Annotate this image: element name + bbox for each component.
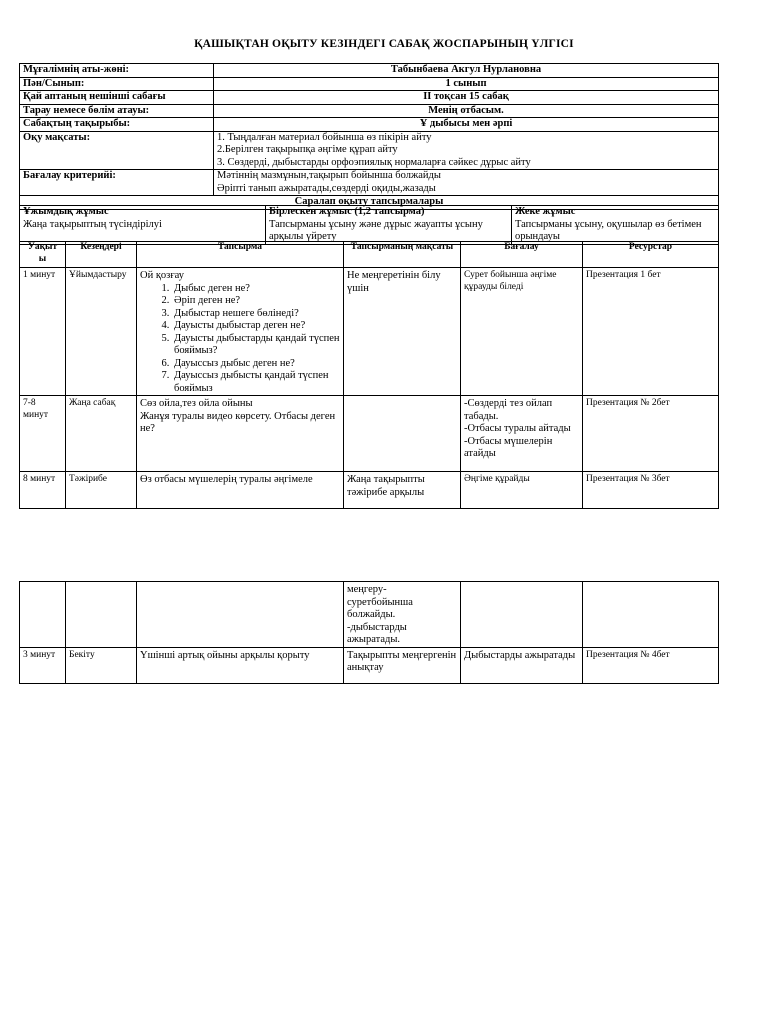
row-task: Өз отбасы мүшелерің туралы әңгімеле — [137, 472, 344, 509]
row-time: 3 минут — [20, 647, 66, 683]
document-title: ҚАШЫҚТАН ОҚЫТУ КЕЗІНДЕГІ САБАҚ ЖОСПАРЫНЫҢ ҮЛГІСІ — [194, 38, 574, 50]
task-title: Ой қозғау — [140, 270, 185, 281]
table-row — [20, 268, 719, 396]
list-item: 2. Әріп деген не? — [172, 295, 340, 308]
info-row-section — [20, 104, 719, 118]
row-time — [20, 582, 66, 648]
goal-line: -дыбыстарды ажыратады. — [347, 621, 407, 645]
row-time: 8 минут — [20, 472, 66, 509]
row-resource: Презентация № 3бет — [583, 472, 719, 509]
row-assessment: Әңгіме құрайды — [461, 472, 583, 509]
info-row-week — [20, 91, 719, 105]
collective-work-cell — [20, 206, 266, 245]
joint-work-text: Тапсырманы ұсыну және дұрыс жауапты ұсыну арқылы үйрету — [269, 218, 483, 242]
header-task: Тапсырма — [137, 242, 344, 268]
info-value: Ұ дыбысы мен әрпі — [214, 118, 719, 132]
objectives-label: Оқу мақсаты: — [20, 131, 214, 170]
row-goal — [344, 396, 461, 472]
lesson-plan-table-continued — [19, 581, 719, 684]
info-label: Пән/Сынып: — [20, 77, 214, 91]
assessment-line: -Отбасы туралы айтады — [464, 423, 571, 434]
differentiated-table — [19, 205, 719, 245]
list-item: 5. Дауысты дыбыстарды қандай түспен бояймыз? — [172, 333, 340, 358]
task-list — [140, 283, 340, 396]
goal-line: меңгеру- — [347, 584, 387, 595]
criteria-line: Мәтіннің мазмұнын,тақырып бойынша болжайды — [217, 170, 441, 181]
info-value: II тоқсан 15 сабақ — [214, 91, 719, 105]
differentiated-row — [20, 206, 719, 245]
row-goal: Не меңгеретінін білу үшін — [344, 268, 461, 396]
header-goal: Тапсырманың мақсаты — [344, 242, 461, 268]
info-label: Мұғалімнің аты-жөні: — [20, 64, 214, 78]
info-row-subject — [20, 77, 719, 91]
row-resource: Презентация № 2бет — [583, 396, 719, 472]
objective-line: 1. Тыңдалған материал бойынша өз пікірін айту — [217, 131, 432, 143]
row-assessment: Сурет бойынша әңгіме құрауды біледі — [461, 268, 583, 396]
row-stage: Жаңа сабақ — [66, 396, 137, 472]
table-row — [20, 472, 719, 509]
plan-header-row — [20, 242, 719, 268]
info-value: 1 сынып — [214, 77, 719, 91]
criteria-line: Әріпті танып ажыратады,сөздерді оқиды,жазады — [217, 182, 436, 194]
joint-work-cell — [266, 206, 512, 245]
row-task — [137, 268, 344, 396]
list-item: 3. Дыбыстар нешеге бөлінеді? — [172, 308, 340, 321]
info-label: Тарау немесе бөлім атауы: — [20, 104, 214, 118]
row-goal: Жаңа тақырыпты тәжірибе арқылы — [344, 472, 461, 509]
header-assessment: Бағалау — [461, 242, 583, 268]
header-stage: Кезеңдері — [66, 242, 137, 268]
info-row-teacher — [20, 64, 719, 78]
objectives-row — [20, 131, 719, 170]
list-item: 1. Дыбыс деген не? — [172, 283, 340, 296]
differentiated-heading: Саралап оқыту тапсырмалары — [20, 196, 719, 210]
row-stage — [66, 582, 137, 648]
criteria-cell — [214, 170, 719, 196]
table-row — [20, 582, 719, 648]
row-task: Үшінші артық ойыны арқылы қорыту — [137, 647, 344, 683]
task-line: Жанұя туралы видео көрсету. Отбасы деген не? — [140, 410, 336, 434]
row-stage: Тәжірибе — [66, 472, 137, 509]
task-line: Сөз ойла,тез ойла ойыны — [140, 398, 253, 409]
collective-work-text: Жаңа тақырыптың түсіндірілуі — [23, 218, 162, 230]
row-task — [137, 582, 344, 648]
row-resource — [583, 582, 719, 648]
info-row-topic — [20, 118, 719, 132]
info-label: Қай аптаның нешінші сабағы — [20, 91, 214, 105]
header-resources: Ресурстар — [583, 242, 719, 268]
row-assessment — [461, 582, 583, 648]
row-stage: Ұйымдастыру — [66, 268, 137, 396]
list-item: 7. Дауыссыз дыбысты қандай түспен бояймыз — [172, 370, 340, 395]
info-value: Табынбаева Акгул Нурлановна — [214, 64, 719, 78]
goal-line: суретбойынша болжайды. — [347, 596, 413, 620]
objective-line: 2.Берілген тақырыпқа әңгіме құрап айту — [217, 144, 398, 155]
info-value: Менің отбасым. — [214, 104, 719, 118]
row-task — [137, 396, 344, 472]
criteria-label: Бағалау критерийі: — [20, 170, 214, 196]
objective-line: 3. Сөздерді, дыбыстарды орфоэпиялық нормаларға сәйкес дұрыс айту — [217, 156, 531, 168]
header-time: Уақыт ы — [20, 242, 66, 268]
list-item: 6. Дауыссыз дыбыс деген не? — [172, 358, 340, 371]
table-row — [20, 396, 719, 472]
info-table — [19, 63, 719, 210]
assessment-line: -Сөздерді тез ойлап табады. — [464, 398, 553, 422]
list-item: 4. Дауысты дыбыстар деген не? — [172, 320, 340, 333]
lesson-plan-table — [19, 241, 719, 509]
row-stage: Бекіту — [66, 647, 137, 683]
row-resource: Презентация № 4бет — [583, 647, 719, 683]
individual-work-title: Жеке жұмыс — [515, 206, 576, 217]
row-time: 7-8 минут — [20, 396, 66, 472]
joint-work-title: Бірлескен жұмыс (1,2 тапсырма) — [269, 206, 425, 217]
objectives-cell — [214, 131, 719, 170]
row-resource: Презентация 1 бет — [583, 268, 719, 396]
individual-work-cell — [512, 206, 719, 245]
collective-work-title: Ұжымдық жұмыс — [23, 206, 109, 217]
row-assessment: Дыбыстарды ажыратады — [461, 647, 583, 683]
row-goal: Тақырыпты меңгергенін анықтау — [344, 647, 461, 683]
table-row — [20, 647, 719, 683]
individual-work-text: Тапсырманы ұсыну, оқушылар өз бетімен орындауы — [515, 218, 702, 242]
info-label: Сабақтың тақырыбы: — [20, 118, 214, 132]
assessment-line: -Отбасы мүшелерін атайды — [464, 435, 553, 459]
row-assessment — [461, 396, 583, 472]
criteria-row — [20, 170, 719, 196]
row-goal — [344, 582, 461, 648]
row-time: 1 минут — [20, 268, 66, 396]
